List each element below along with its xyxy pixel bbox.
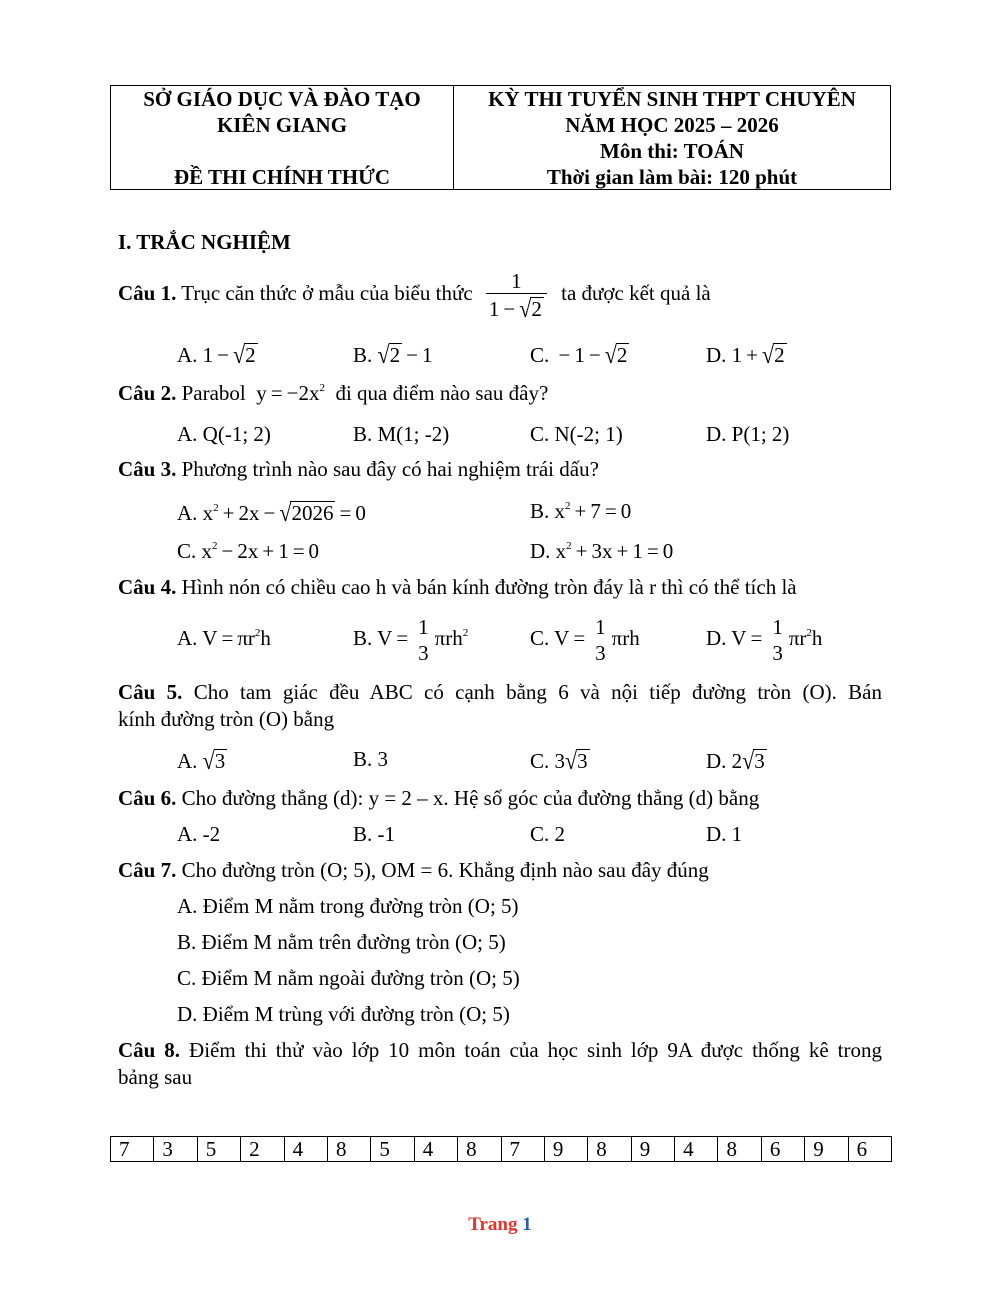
- question-8-line-1: [118, 1040, 882, 1061]
- q1-option-c[interactable]: C. − 1 − √2: [530, 340, 628, 369]
- question-2-text-after: đi qua điểm nào sau đây?: [335, 381, 549, 405]
- header-subject: Môn thi: TOÁN: [600, 139, 744, 163]
- question-6-label: Câu 6.: [118, 786, 177, 810]
- header-exam-name: KỲ THI TUYỂN SINH THPT CHUYÊN: [488, 87, 856, 111]
- question-4: [118, 577, 797, 598]
- question-2-label: Câu 2.: [118, 381, 177, 405]
- score-cell: 8: [588, 1137, 631, 1162]
- q7-option-a[interactable]: A. Điểm M nằm trong đường tròn (O; 5): [177, 894, 519, 918]
- question-6: [118, 788, 759, 809]
- q2-option-b[interactable]: B. M(1; -2): [353, 422, 450, 446]
- q2-option-a[interactable]: A. Q(-1; 2): [177, 422, 271, 446]
- q1-option-a[interactable]: A. 1 − √2: [177, 340, 256, 369]
- q5-option-c[interactable]: C. 3√3: [530, 746, 588, 775]
- question-4-text: Hình nón có chiều cao h và bán kính đường tròn đáy là r thì có thể tích là: [181, 575, 797, 599]
- question-5-line-2: kính đường tròn (O) bằng: [118, 707, 335, 731]
- q7-option-c[interactable]: C. Điểm M nằm ngoài đường tròn (O; 5): [177, 966, 520, 990]
- score-cell: 5: [197, 1137, 240, 1162]
- header-table: [110, 85, 891, 190]
- score-cell: 4: [414, 1137, 457, 1162]
- score-cell: 4: [284, 1137, 327, 1162]
- score-cell: 9: [631, 1137, 674, 1162]
- score-cell: 9: [805, 1137, 848, 1162]
- q4-option-d[interactable]: D. V = 1 3 $\pi r^2h$: [706, 615, 823, 666]
- score-cell: 6: [848, 1137, 891, 1162]
- q4-option-b[interactable]: B. V = 1 3 πrh$^2$: [353, 615, 469, 666]
- question-2: Câu 2. Parabol $y = -2x^2$ đi qua điểm nào sau đây?: [118, 381, 549, 405]
- q2-option-d[interactable]: D. P(1; 2): [706, 422, 790, 446]
- q3-option-a[interactable]: A. $x^2 + 2x - √2026 = 0$: [177, 498, 366, 527]
- question-7-text: Cho đường tròn (O; 5), OM = 6. Khẳng định nào sau đây đúng: [181, 858, 709, 882]
- question-8-label: Câu 8.: [118, 1038, 181, 1062]
- page-number: 1: [522, 1214, 532, 1235]
- header-right: [454, 86, 890, 190]
- q6-option-b[interactable]: B. -1: [353, 822, 395, 846]
- q3-option-b[interactable]: B. $x^2 + 7 = 0$: [530, 499, 632, 523]
- score-cell: 7: [501, 1137, 544, 1162]
- q4-option-a[interactable]: A. $V = \pi r^2h$: [177, 626, 271, 650]
- question-6-text: Cho đường thẳng (d): y = 2 – x. Hệ số góc của đường thẳng (d) bằng: [181, 786, 760, 810]
- question-7-label: Câu 7.: [118, 858, 177, 882]
- score-cell: 5: [371, 1137, 414, 1162]
- score-table: [110, 1136, 892, 1162]
- question-1: [118, 268, 711, 321]
- q5-option-d[interactable]: D. 2√3: [706, 746, 765, 775]
- question-1-text: Trục căn thức ở mẫu của biểu thức: [181, 281, 473, 305]
- header-duration: Thời gian làm bài: 120 phút: [546, 165, 798, 189]
- score-cell: 7: [111, 1137, 154, 1162]
- score-cell: 4: [675, 1137, 718, 1162]
- score-cell: 8: [718, 1137, 761, 1162]
- q4-option-c[interactable]: C. V = 1 3 πrh: [530, 615, 640, 666]
- q1-option-b[interactable]: B. √2 − 1: [353, 340, 433, 369]
- q5-option-b[interactable]: B. 3: [353, 747, 389, 771]
- question-5-line-1: [118, 682, 882, 703]
- q3-option-c[interactable]: C. $x^2 - 2x + 1 = 0$: [177, 539, 320, 563]
- score-cell: 9: [544, 1137, 587, 1162]
- question-1-label: Câu 1.: [118, 281, 177, 305]
- question-8-line-2: bảng sau: [118, 1065, 193, 1089]
- section-title: I. TRẮC NGHIỆM: [118, 230, 291, 254]
- q6-option-a[interactable]: A. -2: [177, 822, 221, 846]
- question-4-label: Câu 4.: [118, 575, 177, 599]
- header-department: SỞ GIÁO DỤC VÀ ĐÀO TẠO: [143, 87, 421, 111]
- q3-option-d[interactable]: D. $x^2 + 3x + 1 = 0$: [530, 539, 674, 563]
- page-label: Trang: [468, 1214, 518, 1235]
- q7-option-d[interactable]: D. Điểm M trùng với đường tròn (O; 5): [177, 1002, 510, 1026]
- score-cell: 2: [241, 1137, 284, 1162]
- q2-option-c[interactable]: C. N(-2; 1): [530, 422, 623, 446]
- score-cell: 8: [458, 1137, 501, 1162]
- q6-option-d[interactable]: D. 1: [706, 822, 743, 846]
- question-1-text-after: ta được kết quả là: [561, 281, 711, 305]
- question-3-label: Câu 3.: [118, 457, 177, 481]
- score-cell: 6: [761, 1137, 804, 1162]
- question-7: [118, 860, 709, 881]
- question-5-text: Cho tam giác đều ABC có cạnh bằng 6 và nội tiếp đường tròn (O). Bán: [193, 680, 882, 704]
- header-school-year: NĂM HỌC 2025 – 2026: [565, 113, 779, 137]
- question-1-fraction: $\frac{1}{1 - √2}$: [486, 269, 547, 321]
- q1-option-d[interactable]: D. 1 + √2: [706, 340, 785, 369]
- question-5-label: Câu 5.: [118, 680, 183, 704]
- question-3-text: Phương trình nào sau đây có hai nghiệm trái dấu?: [181, 457, 599, 481]
- page-footer: [0, 1214, 1000, 1236]
- header-province: KIÊN GIANG: [216, 113, 348, 137]
- score-cell: 8: [327, 1137, 370, 1162]
- q6-option-c[interactable]: C. 2: [530, 822, 566, 846]
- header-left: [111, 86, 453, 190]
- header-official-exam: ĐỀ THI CHÍNH THỨC: [173, 165, 391, 189]
- question-3: [118, 459, 599, 480]
- question-8-text: Điểm thi thử vào lớp 10 môn toán của học sinh lớp 9A được thống kê trong: [189, 1038, 882, 1062]
- score-cell: 3: [154, 1137, 197, 1162]
- question-2-text: Parabol: [181, 381, 246, 405]
- score-row: [111, 1137, 892, 1162]
- q5-option-a[interactable]: A. √3: [177, 746, 226, 775]
- q7-option-b[interactable]: B. Điểm M nằm trên đường tròn (O; 5): [177, 930, 506, 954]
